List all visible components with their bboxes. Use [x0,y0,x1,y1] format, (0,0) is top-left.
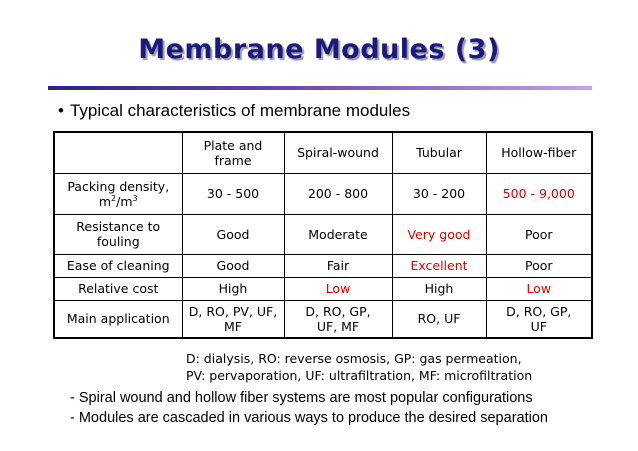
table-cell: 200 - 800 [284,173,392,214]
table-cell: High [392,277,486,300]
note-popular-configurations: - Spiral wound and hollow fiber systems are most popular configurations [70,390,533,406]
table-cell-highlight: Low [284,277,392,300]
table-cell: 30 - 200 [392,173,486,214]
table-cell: 30 - 500 [182,173,284,214]
slide-title: Membrane Modules (3) [138,34,500,65]
header-hollow-fiber: Hollow-fiber [486,132,592,173]
bullet-dot-icon: • [58,101,64,120]
table-header-row [54,132,592,173]
table-cell: D, RO, PV, UF, MF [182,300,284,338]
table-row-resistance-to-fouling [54,214,592,254]
row-label: Packing density, $m^2/m^3$ [54,173,182,214]
table-cell-highlight: 500 - 9,000 [486,173,592,214]
table-cell: Poor [486,254,592,277]
header-plate-and-frame: Plate and frame [182,132,284,173]
header-tubular: Tubular [392,132,486,173]
row-label: Resistance to fouling [54,214,182,254]
note-cascaded-modules: - Modules are cascaded in various ways to produce the desired separation [70,410,548,426]
title-divider [48,86,592,90]
table-cell: D, RO, GP, UF, MF [284,300,392,338]
table-cell: Good [182,214,284,254]
row-label: Ease of cleaning [54,254,182,277]
row-label: Main application [54,300,182,338]
row-label: Relative cost [54,277,182,300]
legend-line: D: dialysis, RO: reverse osmosis, GP: gas permeation, [186,351,522,366]
table-cell: Moderate [284,214,392,254]
table-cell: Good [182,254,284,277]
bullet-line [58,101,410,121]
table-cell: Poor [486,214,592,254]
table-cell-highlight: Excellent [392,254,486,277]
characteristics-table [53,131,593,339]
table-row-relative-cost [54,277,592,300]
header-spiral-wound: Spiral-wound [284,132,392,173]
table-cell-highlight: Very good [392,214,486,254]
table-cell: Fair [284,254,392,277]
legend-line: PV: pervaporation, UF: ultrafiltration, MF: microfiltration [186,368,533,383]
abbreviation-legend [186,350,532,384]
table-row-main-application [54,300,592,338]
table-cell: High [182,277,284,300]
table-cell: RO, UF [392,300,486,338]
table-cell: D, RO, GP, UF [486,300,592,338]
table-cell-highlight: Low [486,277,592,300]
table-row-packing-density [54,173,592,214]
table-row-ease-of-cleaning [54,254,592,277]
header-cell-empty [54,132,182,173]
bullet-text: Typical characteristics of membrane modules [69,101,411,120]
